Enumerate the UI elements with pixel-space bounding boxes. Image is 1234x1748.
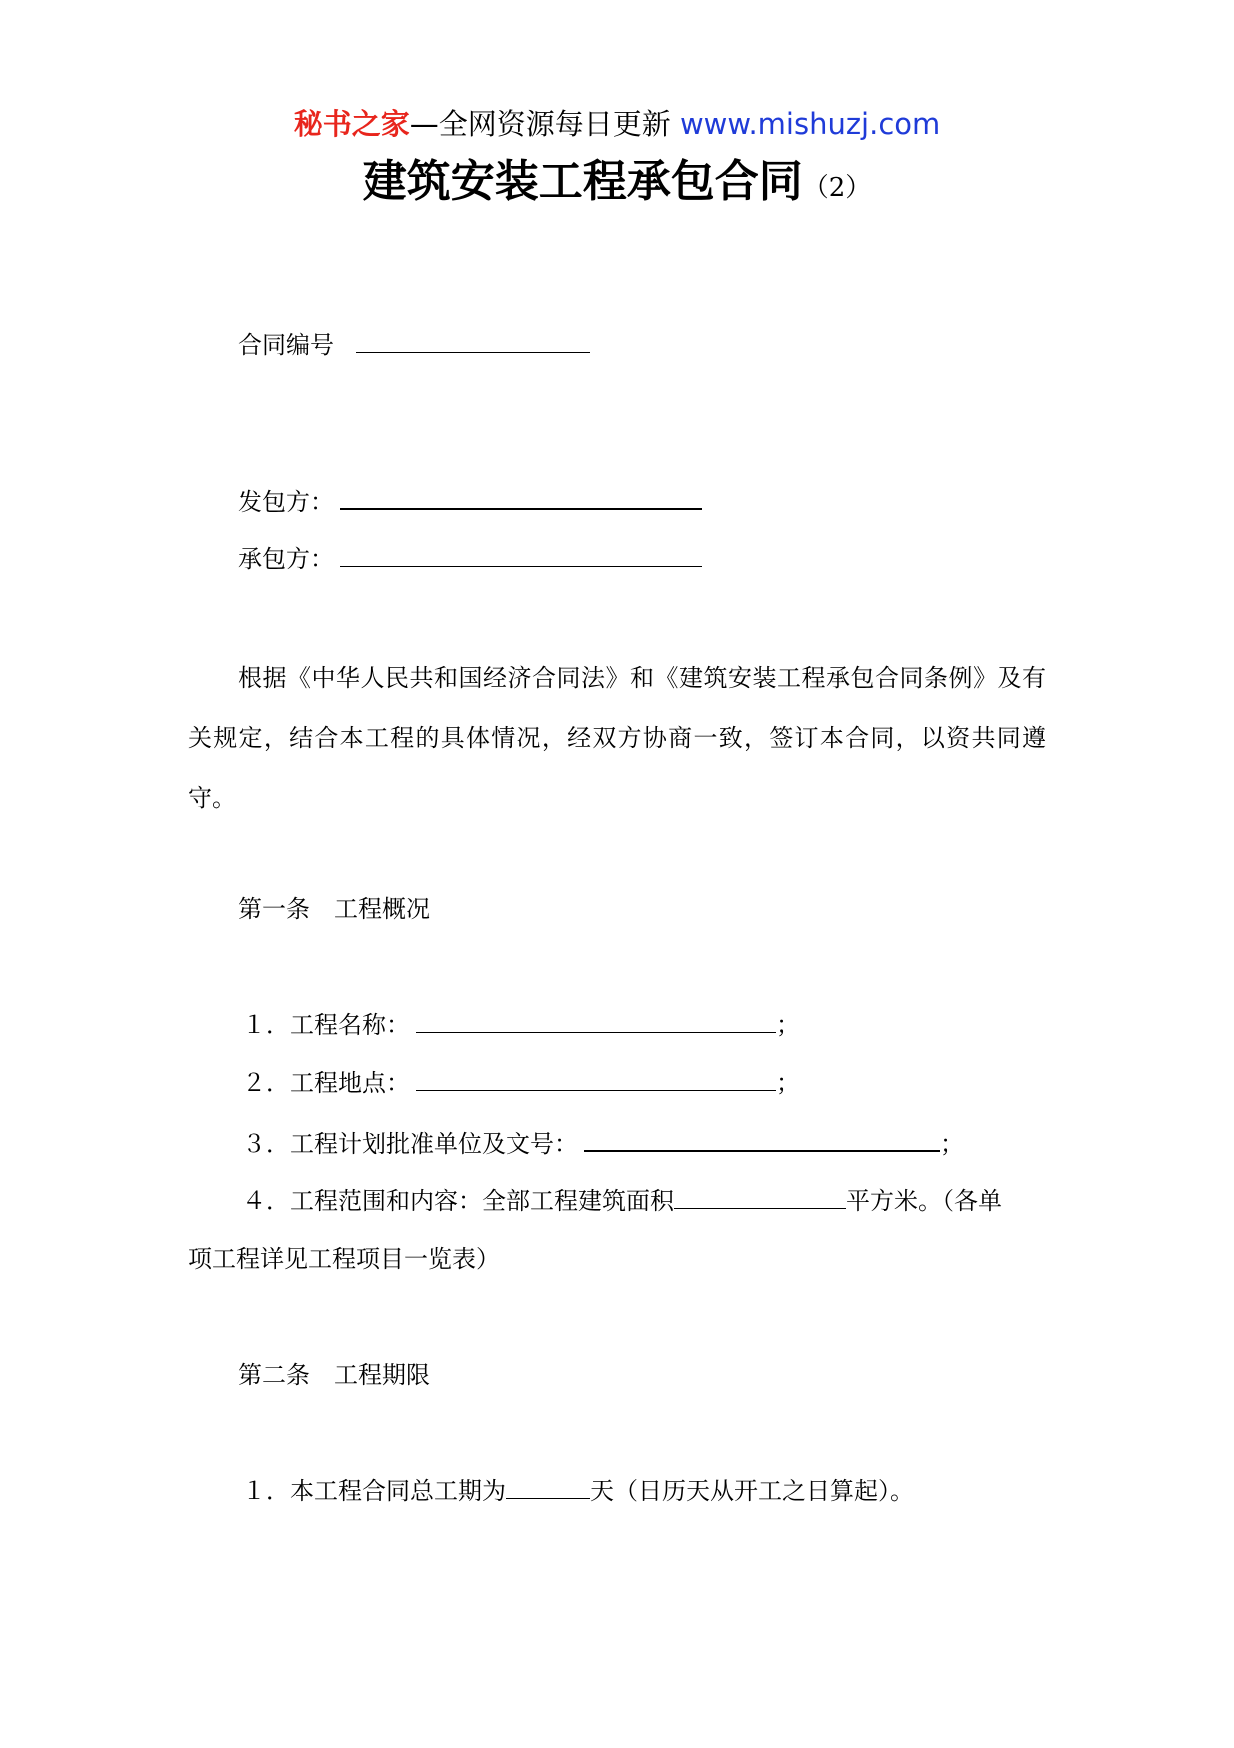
employer-blank[interactable] xyxy=(340,484,702,510)
article1-item4-cont: 项工程详见工程项目一览表） xyxy=(188,1245,500,1273)
contractor-blank[interactable] xyxy=(340,542,702,567)
contract-number-label: 合同编号 xyxy=(238,331,334,359)
intro-paragraph: 根据《中华人民共和国经济合同法》和《建筑安装工程承包合同条例》及有关规定，结合本工程的具体情况，经双方协商一致，签订本合同，以资共同遵守。 xyxy=(188,664,1046,812)
article1-item4 xyxy=(242,1184,1002,1218)
approval-label: ３．工程计划批准单位及文号： xyxy=(242,1130,578,1158)
employer-label: 发包方： xyxy=(238,488,334,516)
duration-unit: 天（日历天从开工之日算起）。 xyxy=(590,1477,914,1505)
article1-item3 xyxy=(242,1126,964,1161)
area-blank[interactable] xyxy=(674,1184,846,1209)
site-header xyxy=(0,104,1234,144)
site-url-link[interactable]: www.mishuzj.com xyxy=(679,107,941,141)
article1-item1 xyxy=(242,1008,800,1042)
article1-item2 xyxy=(242,1066,800,1100)
title-main: 建筑安装工程承包合同 xyxy=(362,156,803,207)
project-name-label: １．工程名称： xyxy=(242,1011,410,1039)
contract-number-blank[interactable] xyxy=(356,328,590,353)
contractor-label: 承包方： xyxy=(238,545,334,573)
project-location-label: ２．工程地点： xyxy=(242,1069,410,1097)
project-location-blank[interactable] xyxy=(416,1066,776,1091)
employer-line xyxy=(238,484,702,519)
item-end-mark: ； xyxy=(776,1011,800,1039)
article2-item1 xyxy=(242,1474,914,1508)
site-brand: 秘书之家 xyxy=(293,107,410,141)
duration-label: １．本工程合同总工期为 xyxy=(242,1477,506,1505)
title-suffix: （2） xyxy=(802,173,872,203)
approval-blank[interactable] xyxy=(584,1126,940,1152)
scope-label: ４．工程范围和内容：全部工程建筑面积 xyxy=(242,1187,674,1215)
duration-blank[interactable] xyxy=(506,1474,590,1499)
scope-unit: 平方米。（各单 xyxy=(846,1187,1002,1215)
contractor-line xyxy=(238,542,702,576)
document-title xyxy=(0,150,1234,220)
site-slogan: —全网资源每日更新 xyxy=(409,107,671,141)
project-name-blank[interactable] xyxy=(416,1008,776,1033)
article2-heading: 第二条 工程期限 xyxy=(238,1361,430,1389)
item-end-mark: ； xyxy=(776,1069,800,1097)
contract-number-line xyxy=(238,328,590,362)
item-end-mark: ； xyxy=(940,1130,964,1158)
article1-heading: 第一条 工程概况 xyxy=(238,895,430,923)
